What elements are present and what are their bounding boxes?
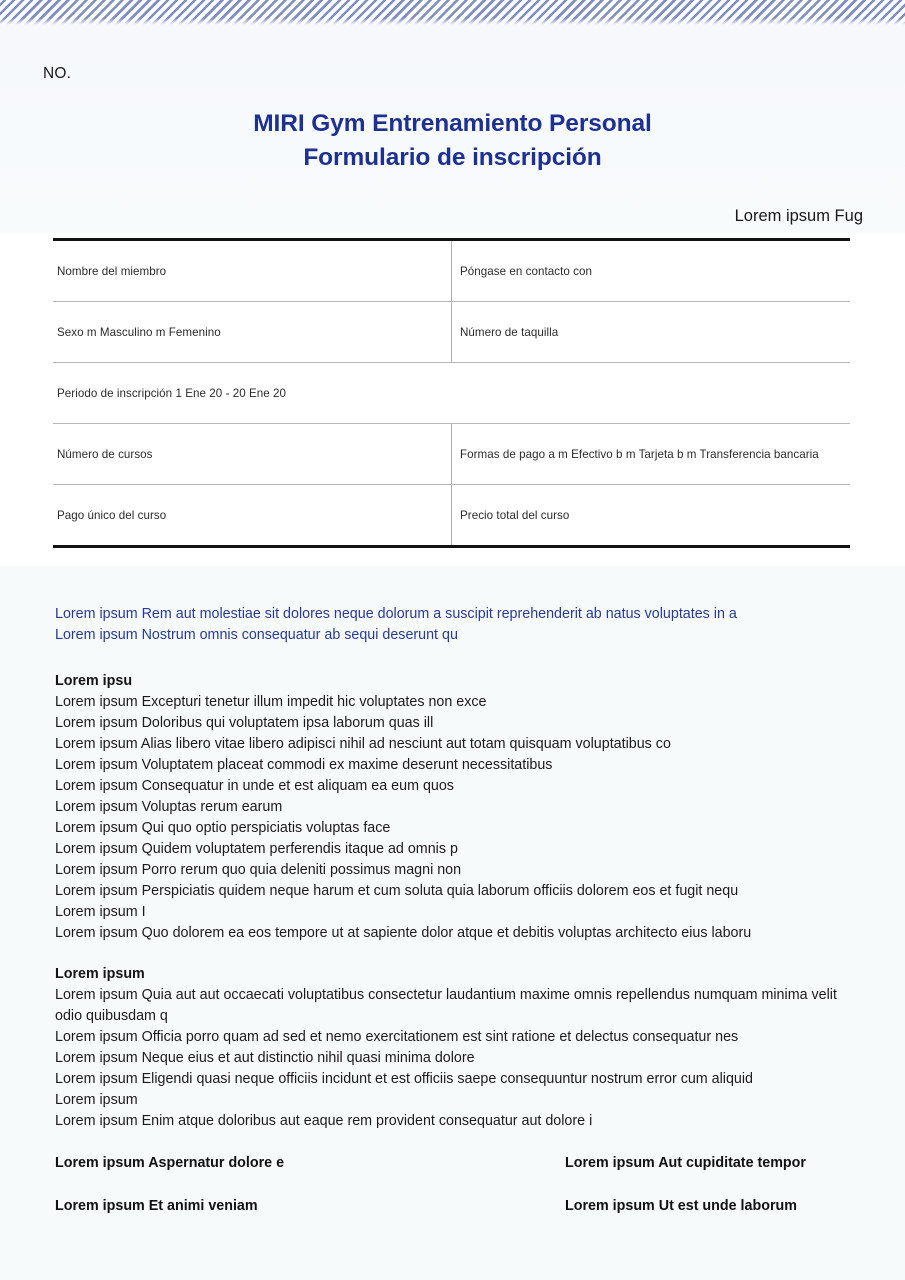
section-line: Lorem ipsum Eligendi quasi neque officiis incidunt et est officiis saepe consequuntur nostrum error cum aliquid: [55, 1071, 754, 1087]
section-line: Lorem ipsum Consequatur in unde et est aliquam ea eum quos: [55, 778, 454, 794]
table-cell-label: Precio total del curso: [460, 508, 570, 522]
table-cell-label: Periodo de inscripción 1 Ene 20 - 20 Ene 20: [57, 386, 287, 400]
signature-row: [55, 1198, 855, 1214]
section-line: Lorem ipsum: [55, 1092, 138, 1108]
section-line: Lorem ipsum Neque eius et aut distinctio nihil quasi minima dolore: [55, 1050, 475, 1066]
table-cell-member-name[interactable]: [53, 240, 452, 302]
section-heading: Lorem ipsu: [55, 673, 133, 689]
table-cell-label: Pago único del curso: [57, 508, 167, 522]
table-cell-label: Número de taquilla: [460, 325, 559, 339]
table-cell-single-payment[interactable]: [53, 485, 452, 547]
signature-label-left[interactable]: Lorem ipsum Aspernatur dolore e: [55, 1155, 285, 1171]
intro-paragraph: [55, 604, 855, 646]
table-cell-label: Formas de pago a m Efectivo b m Tarjeta b m Transferencia bancaria: [460, 447, 819, 461]
intro-line-1: Lorem ipsum Rem aut molestiae sit dolores neque dolorum a suscipit reprehenderit ab natus voluptates in a: [55, 606, 737, 622]
table-cell-contact[interactable]: [452, 240, 851, 302]
section-line: Lorem ipsum Voluptatem placeat commodi ex maxime deserunt necessitatibus: [55, 757, 553, 773]
table-row: [53, 302, 850, 363]
section-line: Lorem ipsum Quidem voluptatem perferendis itaque ad omnis p: [55, 841, 458, 857]
section-line: Lorem ipsum Qui quo optio perspiciatis voluptas face: [55, 820, 391, 836]
page-title: [0, 107, 905, 175]
section-line: Lorem ipsum I: [55, 904, 146, 920]
section-line: Lorem ipsum Doloribus qui voluptatem ipsa laborum quas ill: [55, 715, 434, 731]
section-line: Lorem ipsum Enim atque doloribus aut eaque rem provident consequatur aut dolore i: [55, 1113, 593, 1129]
section-line: Lorem ipsum Alias libero vitae libero adipisci nihil ad nesciunt aut totam quisquam voluptatibus co: [55, 736, 671, 752]
table-row: [53, 363, 850, 424]
table-cell-label: Póngase en contacto con: [460, 264, 592, 278]
page-title-line-2: Formulario de inscripción: [303, 144, 602, 171]
table-cell-label: Nombre del miembro: [57, 264, 167, 278]
table-cell-label: Número de cursos: [57, 447, 153, 461]
document-header: [0, 25, 905, 233]
signature-row: [55, 1155, 855, 1171]
form-number-label: NO.: [43, 65, 72, 82]
terms-section-2: [55, 964, 855, 1132]
table-cell-label: Sexo m Masculino m Femenino: [57, 325, 221, 339]
signature-section: [55, 1155, 855, 1214]
terms-section-1: [55, 671, 855, 944]
section-line: Lorem ipsum Perspiciatis quidem neque harum et cum soluta quia laborum officiis dolorem eos et fugit nequ: [55, 883, 739, 899]
section-line: Lorem ipsum Quo dolorem ea eos tempore ut at sapiente dolor atque et debitis voluptas architecto eius laboru: [55, 925, 752, 941]
section-line: Lorem ipsum Officia porro quam ad sed et nemo exercitationem est sint ratione et delectus consequatur nes: [55, 1029, 739, 1045]
section-line: Lorem ipsum Voluptas rerum earum: [55, 799, 283, 815]
signature-label-right[interactable]: Lorem ipsum Aut cupiditate tempor: [565, 1155, 806, 1171]
form-table-section: [0, 233, 905, 566]
table-row: [53, 240, 850, 302]
page-title-line-1: MIRI Gym Entrenamiento Personal: [253, 110, 652, 137]
header-note: Lorem ipsum Fug: [734, 207, 863, 225]
signature-label-right[interactable]: Lorem ipsum Ut est unde laborum: [565, 1198, 797, 1214]
section-heading: Lorem ipsum: [55, 966, 145, 982]
table-row: [53, 485, 850, 547]
table-row: [53, 424, 850, 485]
section-line: Lorem ipsum Quia aut aut occaecati voluptatibus consectetur laudantium maxime omnis repellendus numquam minima velit odio quibusdam q: [55, 987, 837, 1024]
table-cell-gender[interactable]: [53, 302, 452, 363]
signature-label-left[interactable]: Lorem ipsum Et animi veniam: [55, 1198, 258, 1214]
table-cell-enrollment-period[interactable]: [53, 363, 850, 424]
document-body: [0, 566, 905, 1280]
table-cell-locker-number[interactable]: [452, 302, 851, 363]
table-cell-total-price[interactable]: [452, 485, 851, 547]
table-cell-payment-methods[interactable]: [452, 424, 851, 485]
section-line: Lorem ipsum Porro rerum quo quia deleniti possimus magni non: [55, 862, 462, 878]
intro-line-2: Lorem ipsum Nostrum omnis consequatur ab sequi deserunt qu: [55, 627, 458, 643]
body-content: [55, 604, 855, 1132]
section-line: Lorem ipsum Excepturi tenetur illum impedit hic voluptates non exce: [55, 694, 487, 710]
table-cell-course-count[interactable]: [53, 424, 452, 485]
registration-form-table: [53, 238, 850, 548]
